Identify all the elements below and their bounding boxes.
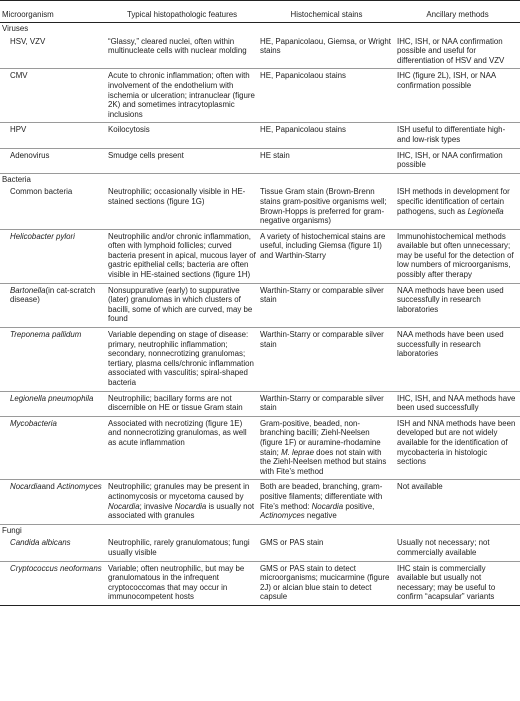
table-row	[0, 283, 520, 327]
features-cell: Neutrophilic, rarely granulomatous; fungi usually visible	[106, 536, 258, 561]
features-cell: Variable; often neutrophilic, but may be granulomatous in the infrequent cryptococcomas that may occur in immunocompetent hosts	[106, 561, 258, 605]
header-microorganism: Microorganism	[0, 1, 106, 23]
stains-cell: Both are beaded, branching, gram-positive filaments; differentiate with Fite’s method: Nocardia positive, Actinomyces negative	[258, 480, 395, 524]
section-title: Bacteria	[2, 174, 31, 184]
microorganism-name: Nocardiaand Actinomyces	[0, 480, 106, 524]
microorganism-name: HSV, VZV	[0, 35, 106, 69]
table-row	[0, 536, 520, 561]
microorganism-name	[0, 536, 106, 561]
stains-cell: HE, Papanicolaou stains	[258, 69, 395, 123]
header-features: Typical histopathologic features	[106, 1, 258, 23]
features-cell: Acute to chronic inflammation; often with involvement of the endothelium with ischemia or ulceration; intranuclear (figure 2K) and sometimes intracytoplasmic inclusions	[106, 69, 258, 123]
stains-cell: GMS or PAS stain	[258, 536, 395, 561]
organism-name-italic: Treponema pallidum	[10, 330, 82, 340]
stains-cell: Tissue Gram stain (Brown-Brenn stains gram-positive organisms well; Brown-Hopps is preferred for gram-negative organisms)	[258, 185, 395, 229]
ancillary-cell: ISH useful to differentiate high- and low-risk types	[395, 123, 520, 148]
organism-name-italic: Cryptococcus neoformans	[10, 563, 102, 573]
ancillary-cell: IHC stain is commercially available but usually not necessary; may be useful to confirm “acapsular” variants	[395, 561, 520, 605]
microorganism-name	[0, 561, 106, 605]
header-ancillary: Ancillary methods	[395, 1, 520, 23]
microorganism-name: Adenovirus	[0, 148, 106, 173]
organism-name-italic: Candida albicans	[10, 538, 71, 548]
organism-name-italic: Legionella pneumophila	[10, 393, 94, 403]
ancillary-cell: ISH and NNA methods have been developed but are not widely available for the identification of mycobacteria in histologic sections	[395, 416, 520, 480]
microorganism-name: CMV	[0, 69, 106, 123]
table-row	[0, 35, 520, 69]
stains-cell: GMS or PAS stain to detect microorganisms; mucicarmine (figure 2J) or alcian blue stain to detect capsule	[258, 561, 395, 605]
stains-cell: Gram-positive, beaded, non-branching bacilli; Ziehl-Neelsen (figure 1F) or auramine-rhodamine stain; M. leprae does not stain with the Ziehl-Neelsen method but stains with Fite’s method	[258, 416, 395, 480]
table-row	[0, 391, 520, 416]
features-cell: Neutrophilic; granules may be present in actinomycosis or mycetoma caused by Nocardia; invasive Nocardia is usually not associated with granules	[106, 480, 258, 524]
table-row	[0, 148, 520, 173]
ancillary-cell: IHC, ISH, or NAA confirmation possible	[395, 148, 520, 173]
section-row	[0, 524, 520, 536]
ancillary-cell: IHC, ISH, or NAA confirmation possible and useful for differentiation of HSV and VZV	[395, 35, 520, 69]
table-header-row	[0, 1, 520, 23]
ancillary-cell: NAA methods have been used successfully in research laboratories	[395, 283, 520, 327]
ancillary-cell: IHC, ISH, and NAA methods have been used successfully	[395, 391, 520, 416]
features-cell: Variable depending on stage of disease: primary, neutrophilic inflammation; secondary, nonnecrotizing granulomas; tertiary, plasma cells/chronic inflammation associated with vasculitis; spiral-shaped bacteria	[106, 328, 258, 392]
stains-cell: HE stain	[258, 148, 395, 173]
table-row	[0, 69, 520, 123]
microorganism-name: Bartonella(in cat-scratch disease)	[0, 283, 106, 327]
organism-name-italic: Helicobacter pylori	[10, 231, 75, 241]
features-cell: Associated with necrotizing (figure 1E) and nonnecrotizing granulomas, as well as acute inflammation	[106, 416, 258, 480]
ancillary-cell: Usually not necessary; not commercially available	[395, 536, 520, 561]
organism-name-italic: Legionella	[467, 206, 504, 216]
microorganism-name	[0, 328, 106, 392]
features-cell: Neutrophilic and/or chronic inflammation, often with lymphoid follicles; curved bacteria present in apical, mucous layer of gastric epithelial cells; bacteria are often visible in HE-stained sections (figure 1H)	[106, 229, 258, 283]
features-cell: Nonsuppurative (early) to suppurative (later) granulomas in which clusters of bacilli, some of which are curved, may be found	[106, 283, 258, 327]
table-row	[0, 185, 520, 229]
section-row	[0, 173, 520, 185]
microorganism-name: Common bacteria	[0, 185, 106, 229]
ancillary-cell: IHC (figure 2L), ISH, or NAA confirmation possible	[395, 69, 520, 123]
section-title: Viruses	[2, 24, 29, 33]
stains-cell: HE, Papanicolaou stains	[258, 123, 395, 148]
microorganism-name	[0, 416, 106, 480]
microorganism-name	[0, 391, 106, 416]
stains-cell: A variety of histochemical stains are useful, including Giemsa (figure 1I) and Warthin-Starry	[258, 229, 395, 283]
microorganism-name: HPV	[0, 123, 106, 148]
stains-cell: Warthin-Starry or comparable silver stain	[258, 391, 395, 416]
stains-cell: Warthin-Starry or comparable silver stain	[258, 328, 395, 392]
ancillary-cell: Not available	[395, 480, 520, 524]
table-row	[0, 561, 520, 605]
section-title: Fungi	[2, 525, 22, 535]
table-row	[0, 229, 520, 283]
table-row	[0, 328, 520, 392]
table-row	[0, 123, 520, 148]
header-stains: Histochemical stains	[258, 1, 395, 23]
organism-name-italic: Nocardia	[108, 501, 140, 511]
stains-cell: HE, Papanicolaou, Giemsa, or Wright stains	[258, 35, 395, 69]
microorganism-name	[0, 229, 106, 283]
features-cell: Neutrophilic; bacillary forms are not discernible on HE or tissue Gram stain	[106, 391, 258, 416]
organism-name-italic: Mycobacteria	[10, 418, 57, 428]
stains-cell: Warthin-Starry or comparable silver stain	[258, 283, 395, 327]
table-row	[0, 416, 520, 480]
features-cell: Neutrophilic; occasionally visible in HE-stained sections (figure 1G)	[106, 185, 258, 229]
features-cell: Smudge cells present	[106, 148, 258, 173]
organism-name-italic: Nocardia	[174, 501, 207, 511]
ancillary-cell: ISH methods in development for specific identification of certain pathogens, such as Legionella	[395, 185, 520, 229]
ancillary-cell: Immunohistochemical methods available but often unnecessary; may be useful for the detection of low numbers of microorganisms, possibly after therapy	[395, 229, 520, 283]
table-row	[0, 480, 520, 524]
organism-name-italic: M. leprae	[281, 447, 314, 457]
features-cell: Koilocytosis	[106, 123, 258, 148]
organism-name-italic: Bartonella	[10, 285, 46, 295]
ancillary-cell: NAA methods have been used successfully in research laboratories	[395, 328, 520, 392]
organism-name-italic: Actinomyces	[56, 482, 102, 492]
organism-name-italic: Nocardia	[10, 482, 42, 492]
organism-name-italic: Actinomyces	[260, 511, 305, 521]
features-cell: “Glassy,” cleared nuclei, often within multinucleate cells with nuclear molding	[106, 35, 258, 69]
organism-name-italic: Nocardia	[311, 501, 344, 511]
section-row	[0, 23, 520, 35]
